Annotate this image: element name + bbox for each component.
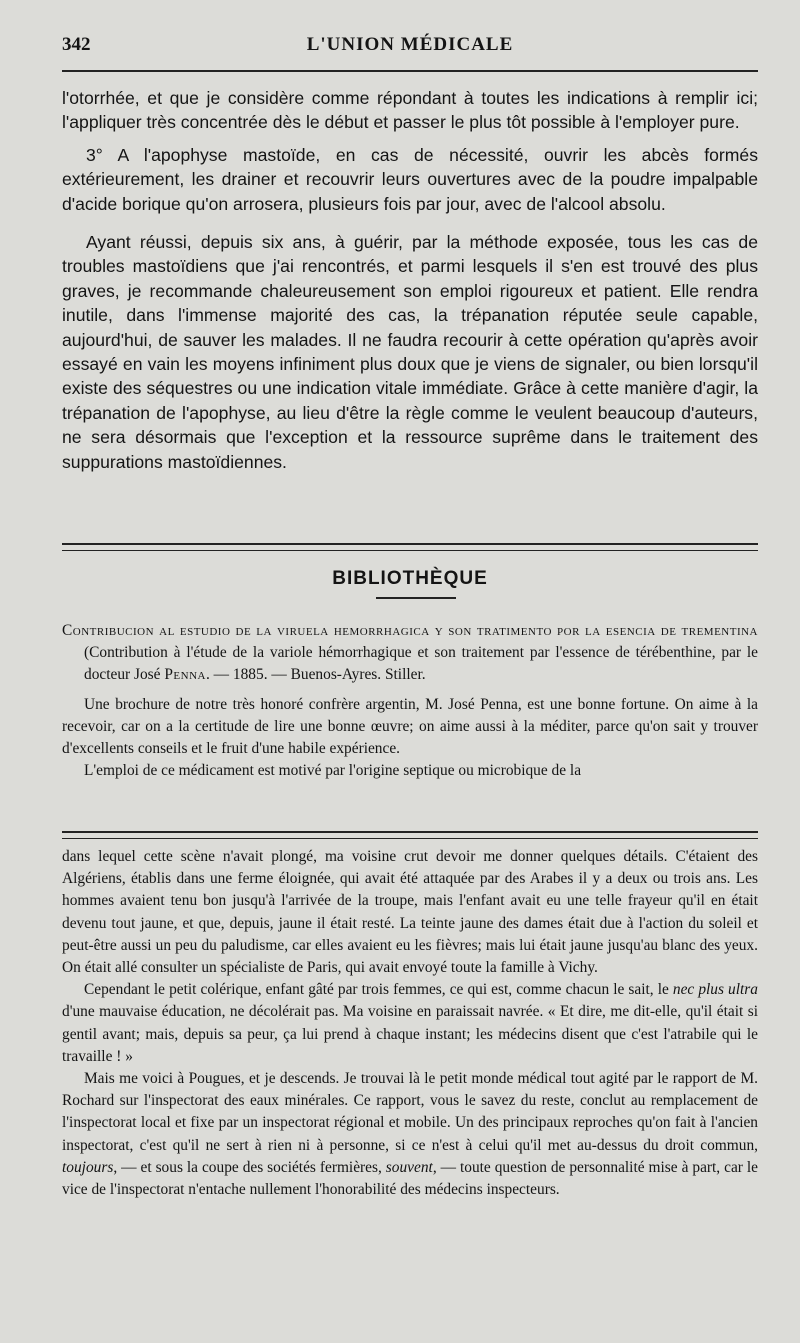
reference-author: Penna: [164, 666, 206, 683]
title-underline: [376, 597, 456, 599]
section-divider: [62, 543, 758, 551]
text-run: Mais me voici à Pougues, et je descends. Je trouvai là le petit monde médical tout agité par le rapport de M. Rochard sur l'inspectorat des eaux minérales. Ce rapport, vous le savez du reste, conclut au remplacement de l'inspectorat local et fixe par un inspectorat régional et mobile. Un des principaux reproches qu'on fait à l'ancien inspectorat, c'est qu'il ne sert à rien ni à personne, si ce n'est à celui qu'il met au-dessus du droit commun,: [62, 1070, 758, 1154]
reference-french-title: (Contribution à l'étude de la variole hémorrhagique et son traitement par l'essence de térébenthine, par le docteur José: [84, 644, 758, 683]
paragraph: l'otorrhée, et que je considère comme répondant à toutes les indications à remplir ici; l'appliquer très concentrée dès le début et passer le plus tôt possible à l'employer pure.: [62, 88, 758, 133]
italic-text: nec plus ultra: [672, 981, 758, 999]
header-rule: [62, 70, 758, 72]
paragraph: [62, 1068, 758, 1201]
section-title: BIBLIOTHÈQUE: [332, 568, 488, 589]
reference-spanish-title: Contribucion al estudio de la viruela hemorrhagica y son tratimento por la esencia de trementina: [62, 622, 758, 639]
article-continuation: [62, 86, 758, 474]
reference-publication: . — 1885. — Buenos-Ayres. Stiller.: [205, 666, 426, 683]
text-run: d'une mauvaise éducation, ne décolérait pas. Ma voisine en paraissait navrée. « Et dire, me dit-elle, qu'il était si gentil avant; mais, depuis sa peur, ça lui prend à chaque instant; les médecins disent que c'est l'atrabile qui le travaille ! »: [62, 1003, 758, 1065]
paragraph: [62, 979, 758, 1068]
paragraph: dans lequel cette scène n'avait plongé, ma voisine crut devoir me donner quelques détails. C'étaient des Algériens, établis dans une ferme éloignée, qui avait été attaquée par des Arabes il y a deux ou trois ans. Les hommes avaient tenu bon jusqu'à l'arrivée de la troupe, mais l'enfant avait eu une telle frayeur qu'il en était devenu tout jaune, et que, depuis, jaune il était resté. La teinte jaune des dames était due à l'action du soleil et peut-être aussi un peu du paludisme, car elles avaient eu les fièvres; mais lui était jaune jusqu'au blanc des yeux. On était allé consulter un spécialiste de Paris, qui avait envoyé toute la famille à Vichy.: [62, 848, 758, 977]
text-run: , — toute question de personnalité mise à part, car le vice de l'inspectorat n'entache nullement l'honorabilité des médecins inspecteurs.: [62, 1158, 758, 1199]
bibliographic-reference: [62, 620, 758, 686]
review-paragraph: Une brochure de notre très honoré confrère argentin, M. José Penna, est une bonne fortune. On aime à la recevoir, car on a la certitude de lire une bonne œuvre; on aime aussi à la méditer, parce qu'on sait y trouver d'excellents conseils et le fruit d'une habile expérience.: [62, 696, 758, 757]
bibliography-section: [62, 620, 758, 782]
page-header: [62, 34, 758, 64]
text-run: , — et sous la coupe des sociétés fermières,: [113, 1158, 386, 1176]
italic-text: toujours: [62, 1158, 114, 1176]
italic-text: souvent: [385, 1158, 433, 1176]
page-number: 342: [62, 34, 91, 55]
text-run: Cependant le petit colérique, enfant gâté par trois femmes, ce qui est, comme chacun le sait, le: [84, 981, 673, 999]
paragraph: 3° A l'apophyse mastoïde, en cas de nécessité, ouvrir les abcès formés extérieurement, les drainer et recouvrir leurs ouvertures avec de la poudre impalpable d'acide borique qu'on arrosera, plusieurs fois par jour, avec de l'alcool absolu.: [62, 144, 758, 214]
review-paragraph: L'emploi de ce médicament est motivé par l'origine septique ou microbique de la: [84, 762, 582, 779]
feuilleton-section: [62, 846, 758, 1201]
feuilleton-divider: [62, 831, 758, 839]
running-title: L'UNION MÉDICALE: [306, 34, 514, 55]
paragraph: Ayant réussi, depuis six ans, à guérir, par la méthode exposée, tous les cas de troubles mastoïdiens que j'ai rencontrés, et parmi lesquels il s'en est trouvé des plus graves, je recommande chaleureusement son emploi rigoureux et patient. Elle rendra inutile, dans l'immense majorité des cas, la trépanation réputée seule capable, aujourd'hui, de sauver les malades. Il ne faudra recourir à cette opération qu'après avoir essayé en vain les moyens infiniment plus doux que je viens de signaler, ou bien lorsqu'il existe des séquestres ou une indication vitale immédiate. Grâce à cette manière d'agir, la trépanation de l'apophyse, au lieu d'être la règle comme le veulent beaucoup d'auteurs, ne sera désormais que l'exception et la ressource suprême dans le traitement des suppurations mastoïdiennes.: [62, 232, 758, 472]
